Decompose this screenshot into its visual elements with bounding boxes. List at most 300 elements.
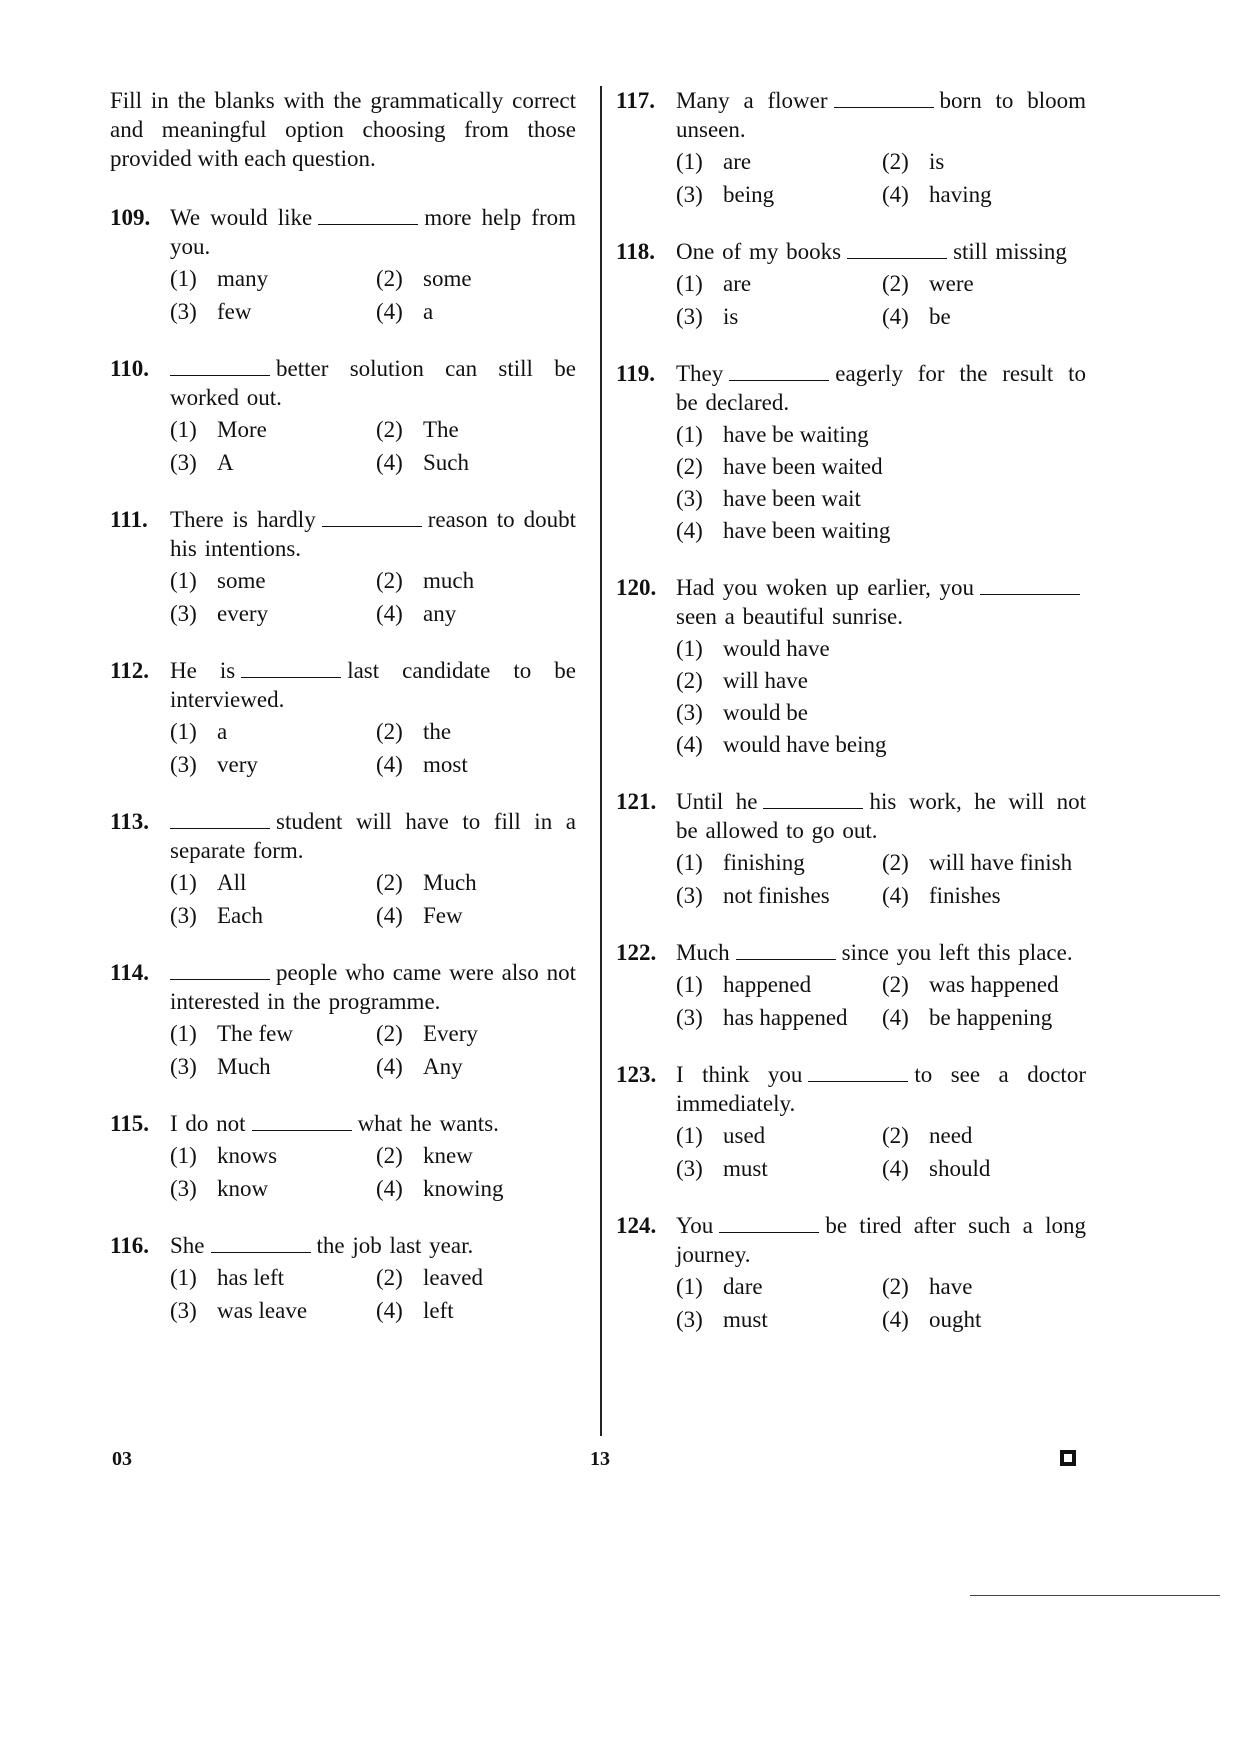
answer-option[interactable] xyxy=(170,901,376,930)
answer-option[interactable] xyxy=(882,147,1086,176)
option-text: some xyxy=(217,568,266,593)
answer-option[interactable] xyxy=(882,269,1086,298)
answer-blank xyxy=(170,357,270,376)
option-number: (2) xyxy=(882,149,909,174)
option-number: (4) xyxy=(882,182,909,207)
question-number: 115. xyxy=(110,1111,149,1136)
question-text-before: She xyxy=(170,1233,205,1258)
answer-blank xyxy=(170,810,270,829)
option-text: ought xyxy=(929,1307,982,1332)
option-number: (4) xyxy=(376,299,403,324)
option-number: (2) xyxy=(376,266,403,291)
question-stem xyxy=(110,1109,576,1138)
option-number: (1) xyxy=(170,1143,197,1168)
option-number: (3) xyxy=(170,1054,197,1079)
question-item xyxy=(616,237,1086,331)
question-text-after: people who came were also not interested in the programme. xyxy=(170,960,576,1014)
answer-option[interactable] xyxy=(170,1052,376,1081)
answer-option[interactable] xyxy=(676,1154,882,1183)
answer-option[interactable] xyxy=(676,634,1086,663)
question-item xyxy=(110,1109,576,1203)
option-text: will have xyxy=(723,668,808,693)
question-number: 111. xyxy=(110,507,148,532)
option-number: (2) xyxy=(376,568,403,593)
option-number: (4) xyxy=(882,304,909,329)
question-stem xyxy=(616,1060,1086,1118)
answer-option[interactable] xyxy=(882,1003,1086,1032)
answer-option[interactable] xyxy=(376,1141,576,1170)
answer-option[interactable] xyxy=(676,420,1086,449)
answer-option[interactable] xyxy=(170,1263,376,1292)
option-number: (2) xyxy=(376,870,403,895)
question-text-before: Had you woken up earlier, you xyxy=(676,575,974,600)
option-text: few xyxy=(217,299,252,324)
answer-blank xyxy=(736,941,836,960)
question-text-before: I think you xyxy=(676,1062,803,1087)
option-number: (3) xyxy=(676,1156,703,1181)
answer-blank xyxy=(241,659,341,678)
answer-option[interactable] xyxy=(676,1121,882,1150)
answer-option[interactable] xyxy=(882,1154,1086,1183)
question-text xyxy=(170,958,576,1016)
option-list xyxy=(676,269,1086,331)
answer-option[interactable] xyxy=(882,970,1086,999)
answer-option[interactable] xyxy=(676,881,882,910)
answer-option[interactable] xyxy=(170,297,376,326)
option-text: leaved xyxy=(423,1265,484,1290)
question-text-before: You xyxy=(676,1213,714,1238)
option-text: Much xyxy=(217,1054,271,1079)
question-text-after: seen a beautiful sunrise. xyxy=(676,604,903,629)
left-question-list xyxy=(110,203,576,1325)
option-number: (3) xyxy=(676,1005,703,1030)
question-stem xyxy=(110,656,576,714)
option-list xyxy=(170,566,576,628)
question-number: 114. xyxy=(110,960,149,985)
answer-option[interactable] xyxy=(676,1003,882,1032)
option-text: have been wait xyxy=(723,486,861,511)
question-text-after: born to bloom unseen. xyxy=(676,88,1086,142)
option-text: know xyxy=(217,1176,269,1201)
option-list xyxy=(170,1263,576,1325)
answer-option[interactable] xyxy=(170,717,376,746)
option-number: (3) xyxy=(676,486,703,511)
question-item xyxy=(110,1231,576,1325)
answer-option[interactable] xyxy=(676,848,882,877)
option-text: must xyxy=(723,1156,768,1181)
instructions: Fill in the blanks with the grammatically correct and meaningful option choosing from those provided with each question. xyxy=(110,88,576,171)
option-text: would have being xyxy=(723,732,887,757)
question-text-after: what he wants. xyxy=(357,1111,499,1136)
option-number: (1) xyxy=(170,1021,197,1046)
option-number: (3) xyxy=(170,450,197,475)
question-text xyxy=(170,807,576,865)
option-text: will have finish xyxy=(929,850,1073,875)
question-number: 117. xyxy=(616,88,655,113)
answer-option[interactable] xyxy=(676,516,1086,545)
option-text: Much xyxy=(423,870,477,895)
question-text-before: Many a flower xyxy=(676,88,828,113)
option-number: (1) xyxy=(676,1123,703,1148)
option-number: (1) xyxy=(170,719,197,744)
question-number: 121. xyxy=(616,789,657,814)
answer-option[interactable] xyxy=(882,1305,1086,1334)
option-number: (2) xyxy=(882,972,909,997)
option-number: (4) xyxy=(376,450,403,475)
answer-blank xyxy=(847,240,947,259)
option-text: would be xyxy=(723,700,808,725)
option-text: having xyxy=(929,182,992,207)
option-number: (4) xyxy=(676,518,703,543)
question-item xyxy=(616,787,1086,910)
answer-option[interactable] xyxy=(170,599,376,628)
option-text: Each xyxy=(217,903,263,928)
question-text-after: the job last year. xyxy=(316,1233,474,1258)
question-text xyxy=(676,1060,1086,1118)
option-text: much xyxy=(423,568,475,593)
question-number: 123. xyxy=(616,1062,657,1087)
option-text: not finishes xyxy=(723,883,830,908)
option-number: (2) xyxy=(376,1143,403,1168)
question-text-after: more help from you. xyxy=(170,205,576,259)
left-column xyxy=(110,86,576,1353)
option-number: (3) xyxy=(170,1298,197,1323)
option-number: (3) xyxy=(170,903,197,928)
question-item xyxy=(110,505,576,628)
option-text: knowing xyxy=(423,1176,504,1201)
question-text-after: still missing xyxy=(953,239,1067,264)
option-list xyxy=(676,1272,1086,1334)
question-number: 116. xyxy=(110,1233,149,1258)
option-text: happened xyxy=(723,972,812,997)
option-text: any xyxy=(423,601,457,626)
option-number: (1) xyxy=(170,870,197,895)
answer-option[interactable] xyxy=(676,452,1086,481)
answer-option[interactable] xyxy=(676,180,882,209)
question-text-before: There is hardly xyxy=(170,507,316,532)
option-number: (3) xyxy=(676,304,703,329)
option-number: (1) xyxy=(676,972,703,997)
option-number: (4) xyxy=(376,601,403,626)
answer-option[interactable] xyxy=(170,415,376,444)
option-number: (4) xyxy=(882,1307,909,1332)
answer-option[interactable] xyxy=(376,901,576,930)
option-text: the xyxy=(423,719,452,744)
option-text: has happened xyxy=(723,1005,848,1030)
option-list xyxy=(676,848,1086,910)
question-number: 109. xyxy=(110,205,151,230)
answer-option[interactable] xyxy=(676,666,1086,695)
option-text: have xyxy=(929,1274,973,1299)
question-stem xyxy=(616,86,1086,144)
option-text: knew xyxy=(423,1143,473,1168)
option-number: (1) xyxy=(676,422,703,447)
answer-option[interactable] xyxy=(376,1263,576,1292)
option-text: being xyxy=(723,182,775,207)
right-column xyxy=(616,86,1086,1362)
option-number: (1) xyxy=(676,149,703,174)
option-number: (1) xyxy=(170,568,197,593)
option-number: (3) xyxy=(170,752,197,777)
page-number: 13 xyxy=(590,1448,610,1470)
option-text: have be waiting xyxy=(723,422,869,447)
answer-option[interactable] xyxy=(676,1305,882,1334)
option-number: (1) xyxy=(170,417,197,442)
option-number: (1) xyxy=(676,1274,703,1299)
answer-option[interactable] xyxy=(170,1141,376,1170)
option-text: a xyxy=(217,719,228,744)
question-text xyxy=(170,1109,576,1138)
question-text xyxy=(170,354,576,412)
question-number: 118. xyxy=(616,239,655,264)
question-item xyxy=(110,354,576,477)
question-stem xyxy=(616,938,1086,967)
answer-option[interactable] xyxy=(882,848,1086,877)
answer-option[interactable] xyxy=(170,868,376,897)
option-text: A xyxy=(217,450,234,475)
option-text: Any xyxy=(423,1054,463,1079)
option-text: every xyxy=(217,601,269,626)
answer-option[interactable] xyxy=(376,297,576,326)
answer-option[interactable] xyxy=(170,566,376,595)
question-text xyxy=(676,359,1086,417)
answer-option[interactable] xyxy=(882,881,1086,910)
option-text: is xyxy=(723,304,739,329)
question-stem xyxy=(110,505,576,563)
question-text xyxy=(676,573,1086,631)
scan-artifact-line xyxy=(970,1595,1220,1596)
answer-option[interactable] xyxy=(676,970,882,999)
question-text-after: since you left this place. xyxy=(841,940,1073,965)
option-number: (1) xyxy=(676,271,703,296)
question-text-after: be tired after such a long journey. xyxy=(676,1213,1086,1267)
question-number: 119. xyxy=(616,361,655,386)
question-stem xyxy=(110,203,576,261)
option-number: (3) xyxy=(676,700,703,725)
option-text: some xyxy=(423,266,472,291)
question-item xyxy=(110,656,576,779)
question-stem xyxy=(110,958,576,1016)
answer-blank xyxy=(719,1214,819,1233)
option-text: very xyxy=(217,752,258,777)
answer-blank xyxy=(322,508,422,527)
option-list xyxy=(676,970,1086,1032)
question-text-after: his work, he will not be allowed to go out. xyxy=(676,789,1086,843)
answer-option[interactable] xyxy=(376,264,576,293)
option-text: The few xyxy=(217,1021,293,1046)
answer-option[interactable] xyxy=(676,698,1086,727)
option-number: (4) xyxy=(376,1176,403,1201)
question-item xyxy=(616,938,1086,1032)
option-text: left xyxy=(423,1298,454,1323)
question-text-before: He is xyxy=(170,658,236,683)
question-text xyxy=(170,656,576,714)
answer-option[interactable] xyxy=(170,1174,376,1203)
answer-option[interactable] xyxy=(376,1296,576,1325)
question-text-after: reason to doubt his intentions. xyxy=(170,507,576,561)
option-number: (4) xyxy=(676,732,703,757)
option-number: (2) xyxy=(882,1274,909,1299)
question-text-before: Much xyxy=(676,940,730,965)
answer-option[interactable] xyxy=(376,717,576,746)
answer-option[interactable] xyxy=(376,868,576,897)
square-marker-icon xyxy=(1060,1450,1076,1466)
question-item xyxy=(616,1211,1086,1334)
answer-blank xyxy=(318,206,418,225)
answer-option[interactable] xyxy=(170,1296,376,1325)
option-text: finishing xyxy=(723,850,805,875)
question-stem xyxy=(616,573,1086,631)
answer-option[interactable] xyxy=(170,448,376,477)
answer-option[interactable] xyxy=(376,1019,576,1048)
question-text-after: eagerly for the result to be declared. xyxy=(676,361,1086,415)
question-stem xyxy=(616,787,1086,845)
answer-option[interactable] xyxy=(676,147,882,176)
answer-option[interactable] xyxy=(170,264,376,293)
option-number: (4) xyxy=(376,1054,403,1079)
option-number: (3) xyxy=(676,883,703,908)
question-item xyxy=(616,573,1086,759)
column-divider xyxy=(600,86,602,1436)
answer-option[interactable] xyxy=(376,1174,576,1203)
option-number: (2) xyxy=(376,1265,403,1290)
option-text: is xyxy=(929,149,945,174)
question-item xyxy=(616,1060,1086,1183)
option-text: knows xyxy=(217,1143,278,1168)
option-number: (4) xyxy=(376,903,403,928)
option-number: (4) xyxy=(376,752,403,777)
option-text: has left xyxy=(217,1265,285,1290)
question-text-before: We would like xyxy=(170,205,313,230)
option-text: The xyxy=(423,417,459,442)
answer-blank xyxy=(808,1063,908,1082)
option-list xyxy=(170,868,576,930)
option-number: (2) xyxy=(882,850,909,875)
option-number: (4) xyxy=(882,1156,909,1181)
option-number: (4) xyxy=(882,1005,909,1030)
option-text: should xyxy=(929,1156,991,1181)
answer-blank xyxy=(211,1234,311,1253)
booklet-code: 03 xyxy=(112,1448,132,1470)
answer-option[interactable] xyxy=(676,730,1086,759)
option-text: must xyxy=(723,1307,768,1332)
option-text: were xyxy=(929,271,974,296)
question-item xyxy=(110,807,576,930)
answer-blank xyxy=(729,362,829,381)
question-number: 112. xyxy=(110,658,149,683)
question-text xyxy=(676,938,1086,967)
option-text: need xyxy=(929,1123,973,1148)
question-number: 122. xyxy=(616,940,657,965)
answer-option[interactable] xyxy=(170,750,376,779)
option-list xyxy=(676,634,1086,759)
question-item xyxy=(616,86,1086,209)
option-number: (2) xyxy=(676,668,703,693)
option-text: Few xyxy=(423,903,463,928)
question-text-before: Until he xyxy=(676,789,758,814)
question-stem xyxy=(616,237,1086,266)
option-number: (3) xyxy=(170,601,197,626)
answer-blank xyxy=(980,576,1080,595)
answer-blank xyxy=(170,961,270,980)
question-text xyxy=(676,1211,1086,1269)
answer-option[interactable] xyxy=(882,1272,1086,1301)
option-number: (3) xyxy=(676,1307,703,1332)
option-list xyxy=(676,420,1086,545)
answer-option[interactable] xyxy=(676,302,882,331)
option-text: be happening xyxy=(929,1005,1053,1030)
right-question-list xyxy=(616,86,1086,1334)
answer-option[interactable] xyxy=(882,1121,1086,1150)
question-stem xyxy=(110,1231,576,1260)
question-item xyxy=(616,359,1086,545)
question-text-before: I do not xyxy=(170,1111,246,1136)
answer-option[interactable] xyxy=(376,415,576,444)
question-number: 113. xyxy=(110,809,149,834)
option-list xyxy=(170,717,576,779)
option-text: have been waited xyxy=(723,454,883,479)
answer-option[interactable] xyxy=(376,750,576,779)
option-text: are xyxy=(723,149,752,174)
answer-option[interactable] xyxy=(376,448,576,477)
option-list xyxy=(170,415,576,477)
question-stem xyxy=(616,359,1086,417)
answer-option[interactable] xyxy=(170,1019,376,1048)
answer-blank xyxy=(834,89,934,108)
question-number: 124. xyxy=(616,1213,657,1238)
option-text: All xyxy=(217,870,247,895)
option-text: be xyxy=(929,304,951,329)
question-item xyxy=(110,203,576,326)
option-text: are xyxy=(723,271,752,296)
option-text: was happened xyxy=(929,972,1059,997)
question-number: 110. xyxy=(110,356,149,381)
option-text: Such xyxy=(423,450,469,475)
question-text xyxy=(170,203,576,261)
answer-option[interactable] xyxy=(376,1052,576,1081)
question-text-after: better solution can still be worked out. xyxy=(170,356,576,410)
option-number: (1) xyxy=(170,1265,197,1290)
option-text: many xyxy=(217,266,269,291)
option-number: (4) xyxy=(882,883,909,908)
answer-option[interactable] xyxy=(882,180,1086,209)
option-number: (3) xyxy=(170,299,197,324)
answer-blank xyxy=(252,1112,352,1131)
option-text: was leave xyxy=(217,1298,308,1323)
option-text: have been waiting xyxy=(723,518,891,543)
answer-option[interactable] xyxy=(376,599,576,628)
option-text: most xyxy=(423,752,468,777)
answer-option[interactable] xyxy=(676,484,1086,513)
option-number: (2) xyxy=(376,719,403,744)
option-list xyxy=(676,147,1086,209)
answer-option[interactable] xyxy=(882,302,1086,331)
question-stem xyxy=(110,354,576,412)
option-number: (4) xyxy=(376,1298,403,1323)
answer-option[interactable] xyxy=(376,566,576,595)
answer-option[interactable] xyxy=(676,1272,882,1301)
question-text-before: They xyxy=(676,361,724,386)
question-text-after: to see a doctor immediately. xyxy=(676,1062,1086,1116)
option-number: (2) xyxy=(882,271,909,296)
question-stem xyxy=(110,807,576,865)
answer-option[interactable] xyxy=(676,269,882,298)
option-list xyxy=(170,1141,576,1203)
option-number: (2) xyxy=(376,1021,403,1046)
question-text xyxy=(676,237,1086,266)
option-text: More xyxy=(217,417,267,442)
option-number: (2) xyxy=(882,1123,909,1148)
